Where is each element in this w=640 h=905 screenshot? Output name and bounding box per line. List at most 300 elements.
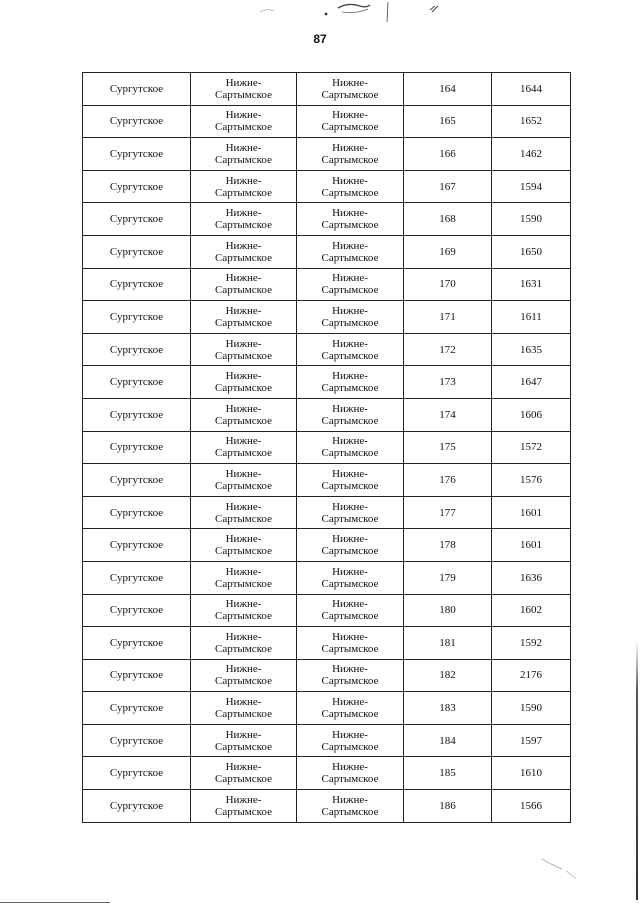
table-body xyxy=(83,73,571,823)
district-text: Сургутское xyxy=(109,376,164,389)
value-text: 1647 xyxy=(520,376,542,389)
field-a-line-1: Нижне- xyxy=(225,696,262,709)
cell-field-a xyxy=(191,301,297,334)
cell-number xyxy=(404,757,492,790)
table-row xyxy=(83,496,571,529)
cell-value xyxy=(492,627,571,660)
table-row xyxy=(83,105,571,138)
field-a-line-2: Сартымское xyxy=(215,773,272,786)
cell-value xyxy=(492,138,571,171)
cell-value xyxy=(492,235,571,268)
value-text: 1635 xyxy=(520,343,542,356)
field-a-line-1: Нижне- xyxy=(225,109,262,122)
district-text: Сургутское xyxy=(109,636,164,649)
data-table-container xyxy=(82,72,567,823)
cell-field-b xyxy=(297,692,404,725)
cell-value xyxy=(492,203,571,236)
district-text: Сургутское xyxy=(109,702,164,715)
scan-artifact-top xyxy=(230,0,460,30)
cell-number xyxy=(404,561,492,594)
table-row xyxy=(83,431,571,464)
cell-number xyxy=(404,464,492,497)
table-row xyxy=(83,170,571,203)
cell-number xyxy=(404,366,492,399)
cell-field-a xyxy=(191,398,297,431)
cell-district xyxy=(83,301,191,334)
cell-field-a xyxy=(191,203,297,236)
cell-district xyxy=(83,464,191,497)
field-b-line-1: Нижне- xyxy=(332,500,368,513)
field-a-line-2: Сартымское xyxy=(215,708,272,721)
field-b-line-1: Нижне- xyxy=(332,109,368,122)
field-a-line-1: Нижне- xyxy=(225,500,262,513)
cell-number xyxy=(404,398,492,431)
cell-field-b xyxy=(297,138,404,171)
cell-value xyxy=(492,366,571,399)
cell-district xyxy=(83,105,191,138)
field-a-line-2: Сартымское xyxy=(215,349,272,362)
cell-district xyxy=(83,561,191,594)
table-row xyxy=(83,333,571,366)
district-text: Сургутское xyxy=(109,213,164,226)
cell-number xyxy=(404,235,492,268)
cell-district xyxy=(83,496,191,529)
number-text: 181 xyxy=(439,636,456,649)
cell-field-a xyxy=(191,105,297,138)
value-text: 1652 xyxy=(520,115,542,128)
field-b-line-1: Нижне- xyxy=(332,793,368,806)
cell-field-b xyxy=(297,235,404,268)
cell-number xyxy=(404,138,492,171)
field-a-line-2: Сартымское xyxy=(215,153,272,166)
number-text: 183 xyxy=(439,702,456,715)
field-b-line-2: Сартымское xyxy=(321,414,379,427)
cell-field-b xyxy=(297,268,404,301)
value-text: 1592 xyxy=(520,636,542,649)
cell-value xyxy=(492,561,571,594)
cell-value xyxy=(492,692,571,725)
table-row xyxy=(83,561,571,594)
field-b-line-1: Нижне- xyxy=(332,304,368,317)
district-text: Сургутское xyxy=(109,343,164,356)
field-b-line-1: Нижне- xyxy=(332,533,368,546)
number-text: 169 xyxy=(439,245,456,258)
cell-field-a xyxy=(191,366,297,399)
cell-field-a xyxy=(191,268,297,301)
cell-district xyxy=(83,431,191,464)
field-b-line-1: Нижне- xyxy=(332,761,368,774)
cell-district xyxy=(83,333,191,366)
table-row xyxy=(83,301,571,334)
district-text: Сургутское xyxy=(109,408,164,421)
cell-value xyxy=(492,464,571,497)
field-a-line-1: Нижне- xyxy=(225,304,262,317)
cell-field-a xyxy=(191,333,297,366)
field-b-line-2: Сартымское xyxy=(321,349,379,362)
cell-value xyxy=(492,170,571,203)
cell-district xyxy=(83,659,191,692)
table-row xyxy=(83,366,571,399)
number-text: 170 xyxy=(439,278,456,291)
field-b-line-2: Сартымское xyxy=(321,186,379,199)
cell-field-a xyxy=(191,431,297,464)
data-table xyxy=(82,72,571,823)
value-text: 1597 xyxy=(520,734,542,747)
cell-district xyxy=(83,529,191,562)
field-a-line-2: Сартымское xyxy=(215,610,272,623)
field-b-line-1: Нижне- xyxy=(332,174,368,187)
value-text: 2176 xyxy=(520,669,542,682)
cell-number xyxy=(404,594,492,627)
field-b-line-2: Сартымское xyxy=(321,773,379,786)
field-a-line-1: Нижне- xyxy=(225,793,262,806)
cell-field-b xyxy=(297,398,404,431)
value-text: 1566 xyxy=(520,799,542,812)
number-text: 175 xyxy=(439,441,456,454)
field-a-line-2: Сартымское xyxy=(215,414,272,427)
cell-district xyxy=(83,757,191,790)
page-number: 87 xyxy=(313,32,327,46)
field-a-line-2: Сартымское xyxy=(215,447,272,460)
cell-number xyxy=(404,170,492,203)
value-text: 1590 xyxy=(520,213,542,226)
number-text: 177 xyxy=(439,506,456,519)
cell-field-b xyxy=(297,105,404,138)
cell-field-a xyxy=(191,724,297,757)
district-text: Сургутское xyxy=(109,245,164,258)
field-a-line-1: Нижне- xyxy=(225,207,262,220)
cell-field-b xyxy=(297,659,404,692)
table-row xyxy=(83,464,571,497)
cell-field-b xyxy=(297,561,404,594)
district-text: Сургутское xyxy=(109,767,164,780)
field-a-line-1: Нижне- xyxy=(225,728,262,741)
table-row xyxy=(83,268,571,301)
cell-district xyxy=(83,790,191,823)
district-text: Сургутское xyxy=(109,669,164,682)
cell-value xyxy=(492,529,571,562)
value-text: 1644 xyxy=(520,82,542,95)
field-a-line-2: Сартымское xyxy=(215,479,272,492)
cell-field-b xyxy=(297,529,404,562)
cell-field-a xyxy=(191,627,297,660)
cell-value xyxy=(492,790,571,823)
number-text: 173 xyxy=(439,376,456,389)
district-text: Сургутское xyxy=(109,310,164,323)
field-a-line-2: Сартымское xyxy=(215,545,272,558)
field-b-line-2: Сартымское xyxy=(321,316,379,329)
field-a-line-2: Сартымское xyxy=(215,642,272,655)
cell-field-b xyxy=(297,431,404,464)
field-a-line-2: Сартымское xyxy=(215,316,272,329)
number-text: 166 xyxy=(439,147,456,160)
field-b-line-2: Сартымское xyxy=(321,805,379,818)
table-row xyxy=(83,757,571,790)
cell-field-a xyxy=(191,594,297,627)
field-b-line-1: Нижне- xyxy=(332,630,368,643)
cell-district xyxy=(83,627,191,660)
district-text: Сургутское xyxy=(109,604,164,617)
field-a-line-1: Нижне- xyxy=(225,239,262,252)
cell-value xyxy=(492,301,571,334)
value-text: 1462 xyxy=(520,147,542,160)
cell-value xyxy=(492,724,571,757)
cell-field-a xyxy=(191,73,297,106)
field-b-line-1: Нижне- xyxy=(332,76,368,89)
field-a-line-2: Сартымское xyxy=(215,382,272,395)
field-a-line-1: Нижне- xyxy=(225,435,262,448)
cell-number xyxy=(404,496,492,529)
cell-field-b xyxy=(297,170,404,203)
field-b-line-2: Сартымское xyxy=(321,740,379,753)
cell-field-b xyxy=(297,73,404,106)
district-text: Сургутское xyxy=(109,473,164,486)
cell-field-a xyxy=(191,138,297,171)
field-b-line-1: Нижне- xyxy=(332,337,368,350)
field-b-line-2: Сартымское xyxy=(321,675,379,688)
cell-field-a xyxy=(191,659,297,692)
cell-field-a xyxy=(191,235,297,268)
field-a-line-2: Сартымское xyxy=(215,88,272,101)
cell-value xyxy=(492,73,571,106)
district-text: Сургутское xyxy=(109,506,164,519)
field-a-line-2: Сартымское xyxy=(215,512,272,525)
table-row xyxy=(83,398,571,431)
field-b-line-2: Сартымское xyxy=(321,545,379,558)
cell-field-b xyxy=(297,203,404,236)
cell-field-a xyxy=(191,464,297,497)
cell-value xyxy=(492,496,571,529)
field-b-line-1: Нижне- xyxy=(332,370,368,383)
cell-number xyxy=(404,431,492,464)
cell-field-a xyxy=(191,496,297,529)
value-text: 1650 xyxy=(520,245,542,258)
value-text: 1606 xyxy=(520,408,542,421)
cell-field-a xyxy=(191,170,297,203)
field-b-line-2: Сартымское xyxy=(321,219,379,232)
number-text: 186 xyxy=(439,799,456,812)
table-row xyxy=(83,692,571,725)
number-text: 184 xyxy=(439,734,456,747)
value-text: 1572 xyxy=(520,441,542,454)
field-a-line-2: Сартымское xyxy=(215,675,272,688)
cell-field-a xyxy=(191,561,297,594)
scan-edge-shadow xyxy=(636,640,638,900)
number-text: 168 xyxy=(439,213,456,226)
field-a-line-1: Нижне- xyxy=(225,663,262,676)
district-text: Сургутское xyxy=(109,82,164,95)
district-text: Сургутское xyxy=(109,147,164,160)
table-row xyxy=(83,138,571,171)
field-b-line-2: Сартымское xyxy=(321,479,379,492)
field-b-line-2: Сартымское xyxy=(321,251,379,264)
field-a-line-1: Нижне- xyxy=(225,467,262,480)
value-text: 1576 xyxy=(520,473,542,486)
cell-district xyxy=(83,73,191,106)
value-text: 1610 xyxy=(520,767,542,780)
field-a-line-1: Нижне- xyxy=(225,402,262,415)
table-row xyxy=(83,235,571,268)
field-a-line-2: Сартымское xyxy=(215,805,272,818)
field-b-line-1: Нижне- xyxy=(332,239,368,252)
field-b-line-2: Сартымское xyxy=(321,88,379,101)
cell-district xyxy=(83,594,191,627)
field-b-line-1: Нижне- xyxy=(332,565,368,578)
field-b-line-1: Нижне- xyxy=(332,435,368,448)
field-b-line-2: Сартымское xyxy=(321,642,379,655)
field-b-line-1: Нижне- xyxy=(332,141,368,154)
field-a-line-1: Нижне- xyxy=(225,761,262,774)
number-text: 172 xyxy=(439,343,456,356)
cell-value xyxy=(492,757,571,790)
cell-district xyxy=(83,235,191,268)
cell-field-a xyxy=(191,757,297,790)
field-b-line-2: Сартымское xyxy=(321,512,379,525)
field-a-line-2: Сартымское xyxy=(215,219,272,232)
field-b-line-2: Сартымское xyxy=(321,284,379,297)
cell-number xyxy=(404,268,492,301)
cell-number xyxy=(404,105,492,138)
cell-number xyxy=(404,301,492,334)
cell-district xyxy=(83,692,191,725)
field-b-line-2: Сартымское xyxy=(321,153,379,166)
field-b-line-1: Нижне- xyxy=(332,728,368,741)
cell-field-b xyxy=(297,301,404,334)
cell-value xyxy=(492,268,571,301)
field-a-line-1: Нижне- xyxy=(225,630,262,643)
number-text: 164 xyxy=(439,82,456,95)
field-a-line-1: Нижне- xyxy=(225,174,262,187)
cell-field-b xyxy=(297,724,404,757)
cell-field-b xyxy=(297,594,404,627)
field-a-line-1: Нижне- xyxy=(225,76,262,89)
district-text: Сургутское xyxy=(109,539,164,552)
number-text: 171 xyxy=(439,310,456,323)
cell-number xyxy=(404,627,492,660)
cell-value xyxy=(492,105,571,138)
field-b-line-2: Сартымское xyxy=(321,577,379,590)
cell-field-b xyxy=(297,366,404,399)
district-text: Сургутское xyxy=(109,734,164,747)
cell-district xyxy=(83,398,191,431)
value-text: 1602 xyxy=(520,604,542,617)
cell-number xyxy=(404,790,492,823)
field-a-line-2: Сартымское xyxy=(215,121,272,134)
field-a-line-1: Нижне- xyxy=(225,141,262,154)
field-b-line-1: Нижне- xyxy=(332,467,368,480)
table-row xyxy=(83,659,571,692)
value-text: 1601 xyxy=(520,506,542,519)
cell-field-b xyxy=(297,790,404,823)
table-row xyxy=(83,529,571,562)
cell-district xyxy=(83,203,191,236)
field-a-line-2: Сартымское xyxy=(215,186,272,199)
cell-field-b xyxy=(297,464,404,497)
field-b-line-1: Нижне- xyxy=(332,598,368,611)
cell-number xyxy=(404,529,492,562)
table-row xyxy=(83,790,571,823)
field-b-line-1: Нижне- xyxy=(332,663,368,676)
cell-field-a xyxy=(191,790,297,823)
number-text: 178 xyxy=(439,539,456,552)
cell-district xyxy=(83,366,191,399)
field-b-line-1: Нижне- xyxy=(332,696,368,709)
number-text: 180 xyxy=(439,604,456,617)
cell-field-b xyxy=(297,333,404,366)
value-text: 1631 xyxy=(520,278,542,291)
cell-number xyxy=(404,692,492,725)
district-text: Сургутское xyxy=(109,441,164,454)
district-text: Сургутское xyxy=(109,571,164,584)
field-b-line-2: Сартымское xyxy=(321,447,379,460)
field-a-line-1: Нижне- xyxy=(225,533,262,546)
table-row xyxy=(83,203,571,236)
field-b-line-1: Нижне- xyxy=(332,207,368,220)
table-row xyxy=(83,724,571,757)
cell-field-b xyxy=(297,496,404,529)
cell-value xyxy=(492,659,571,692)
field-a-line-2: Сартымское xyxy=(215,284,272,297)
cell-number xyxy=(404,203,492,236)
number-text: 182 xyxy=(439,669,456,682)
cell-field-b xyxy=(297,757,404,790)
cell-value xyxy=(492,398,571,431)
number-text: 167 xyxy=(439,180,456,193)
cell-field-b xyxy=(297,627,404,660)
number-text: 174 xyxy=(439,408,456,421)
number-text: 176 xyxy=(439,473,456,486)
field-a-line-2: Сартымское xyxy=(215,740,272,753)
field-b-line-2: Сартымское xyxy=(321,708,379,721)
cell-value xyxy=(492,594,571,627)
value-text: 1601 xyxy=(520,539,542,552)
table-row xyxy=(83,594,571,627)
cell-district xyxy=(83,170,191,203)
cell-field-a xyxy=(191,692,297,725)
field-a-line-1: Нижне- xyxy=(225,337,262,350)
cell-number xyxy=(404,659,492,692)
district-text: Сургутское xyxy=(109,180,164,193)
cell-value xyxy=(492,333,571,366)
district-text: Сургутское xyxy=(109,115,164,128)
cell-number xyxy=(404,333,492,366)
field-a-line-1: Нижне- xyxy=(225,565,262,578)
cell-district xyxy=(83,268,191,301)
table-row xyxy=(83,627,571,660)
district-text: Сургутское xyxy=(109,799,164,812)
cell-district xyxy=(83,724,191,757)
field-a-line-1: Нижне- xyxy=(225,272,262,285)
field-b-line-1: Нижне- xyxy=(332,402,368,415)
value-text: 1594 xyxy=(520,180,542,193)
district-text: Сургутское xyxy=(109,278,164,291)
field-b-line-2: Сартымское xyxy=(321,121,379,134)
value-text: 1636 xyxy=(520,571,542,584)
field-b-line-1: Нижне- xyxy=(332,272,368,285)
field-a-line-1: Нижне- xyxy=(225,598,262,611)
value-text: 1590 xyxy=(520,702,542,715)
cell-field-a xyxy=(191,529,297,562)
field-b-line-2: Сартымское xyxy=(321,610,379,623)
cell-number xyxy=(404,724,492,757)
cell-district xyxy=(83,138,191,171)
field-a-line-2: Сартымское xyxy=(215,251,272,264)
number-text: 179 xyxy=(439,571,456,584)
cell-number xyxy=(404,73,492,106)
number-text: 185 xyxy=(439,767,456,780)
field-a-line-1: Нижне- xyxy=(225,370,262,383)
number-text: 165 xyxy=(439,115,456,128)
